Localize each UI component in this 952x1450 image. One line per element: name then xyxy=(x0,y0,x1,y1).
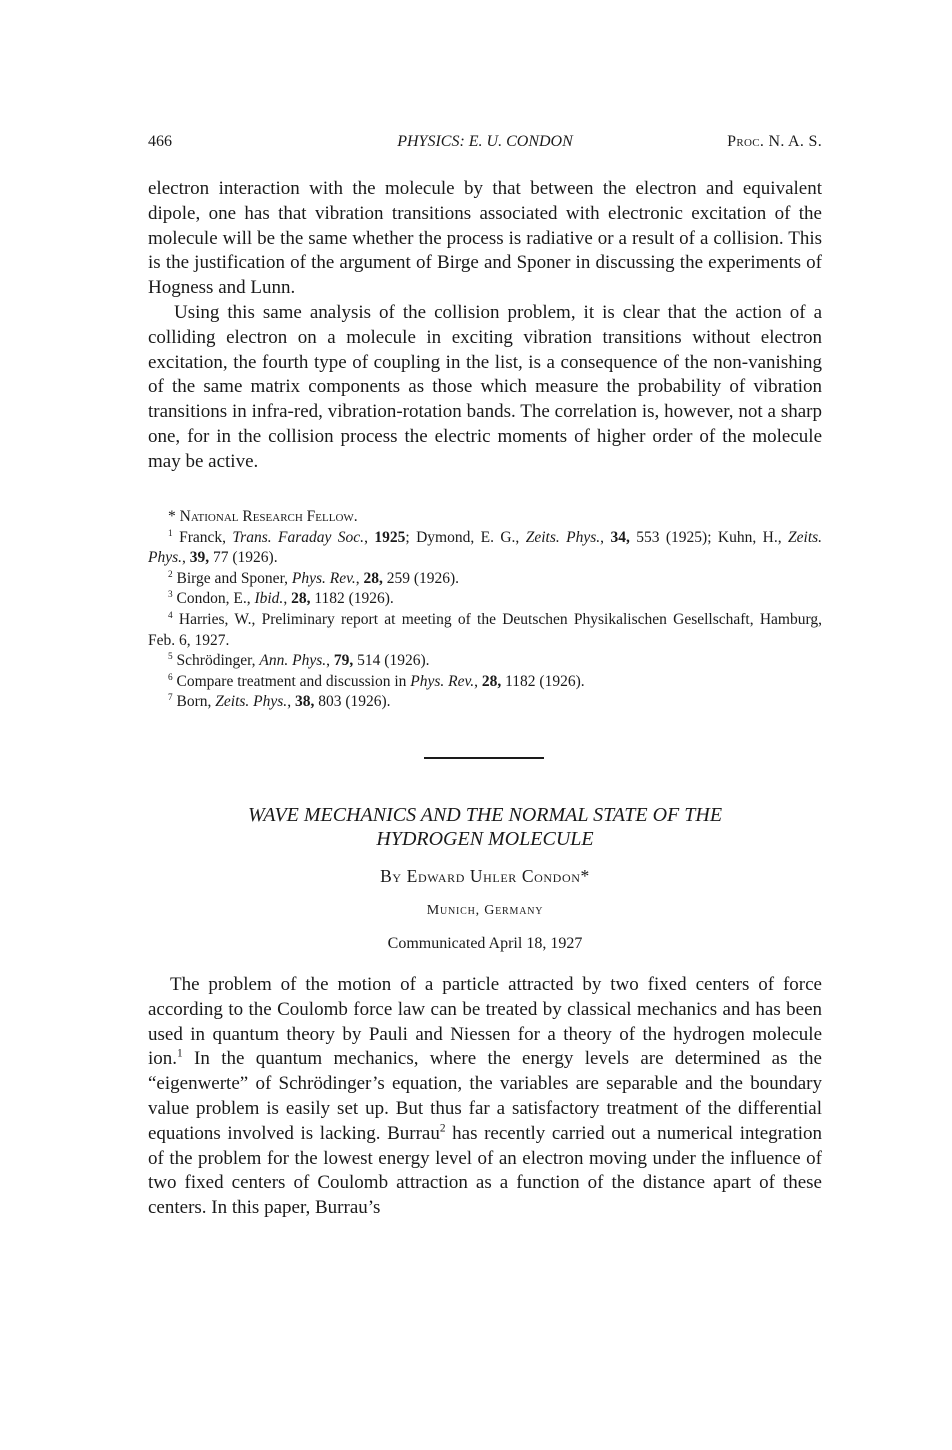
footnotes xyxy=(148,507,822,713)
communicated-date: Communicated April 18, 1927 xyxy=(387,935,583,952)
page-number: 466 xyxy=(148,133,172,150)
reference-2: 2 xyxy=(439,1122,446,1135)
previous-article-paragraph-2: Using this same analysis of the collision problem, it is clear that the action of a colliding electron on a molecule in exciting vibration transitions without electron excitation, the fourth type of coupling in the list, is a consequence of the non-vanishing of the same matrix components as those which measure the probability of vibration transitions in infra-red, vibration-rotation bands. The correlation is, however, not a sharp one, for in the collision process the electric moments of higher order of the molecule may be active. xyxy=(148,302,822,472)
footnote-2: $^2$ Birge and Sponer, Phys. Rev., 28, 259 (1926). xyxy=(168,569,460,587)
article-paragraph-1: The problem of the motion of a particle attracted by two fixed centers of force according to the Coulomb force law can be treated by classical mechanics and has been used in quantum theory by Pauli and Niessen for a theory of the hydrogen molecule ion.$^1$ In the quantum mechanics, where the energy levels are determined as the “eigenwerte” of Schrödinger’s equation, the variables are separable and the boundary value problem is easily set up. But thus far a satisfactory treatment of the differential equations involved is lacking. Burrau$^2$ has recently carried out a numerical integration of the problem for the lowest energy level of an electron moving under the influence of two fixed centers of Coulomb attraction as a function of the distance apart of these centers. In this paper, Burrau’s xyxy=(148,974,822,1219)
journal-name: Proc. N. A. S. xyxy=(727,133,822,150)
previous-article-paragraph-1: electron interaction with the molecule by that between the electron and equivalent dipole, one has that vibration transitions associated with electronic excitation of the molecule will be the same whether the process is radiative or a result of a collision. This is the justification of the argument of Birge and Sponer in discussing the experiments of Hogness and Lunn. xyxy=(148,178,822,299)
footnote-star: * National Research Fellow. xyxy=(168,508,358,525)
footnote-6: $^6$ Compare treatment and discussion in Phys. Rev., 28, 1182 (1926). xyxy=(168,672,585,690)
footnote-5: $^5$ Schrödinger, Ann. Phys., 79, 514 (1926). xyxy=(168,652,430,670)
footnote-7: $^7$ Born, Zeits. Phys., 38, 803 (1926). xyxy=(168,693,391,711)
reference-1: 1 xyxy=(177,1048,183,1061)
article-title-line-1: WAVE MECHANICS AND THE NORMAL STATE OF THE xyxy=(247,804,723,826)
article-title xyxy=(148,803,822,851)
article-affiliation: Munich, Germany xyxy=(426,903,544,918)
running-title: PHYSICS: E. U. CONDON xyxy=(397,133,573,150)
running-head xyxy=(148,133,822,155)
footnote-1: $^1$ Franck, Trans. Faraday Soc., 1925; Dymond, E. G., Zeits. Phys., 34, 553 (1925); Kuhn, H., Zeits. Phys., 39, 77 (1926). xyxy=(148,528,823,567)
footnote-3: $^3$ Condon, E., Ibid., 28, 1182 (1926). xyxy=(168,590,394,608)
article-separator-rule xyxy=(424,757,544,759)
article-author: By Edward Uhler Condon* xyxy=(380,866,590,886)
footnote-4: $^4$ Harries, W., Preliminary report at meeting of the Deutschen Physikalischen Gesellschaft, Hamburg, Feb. 6, 1927. xyxy=(148,610,822,649)
article-title-line-2: HYDROGEN MOLECULE xyxy=(376,828,594,850)
